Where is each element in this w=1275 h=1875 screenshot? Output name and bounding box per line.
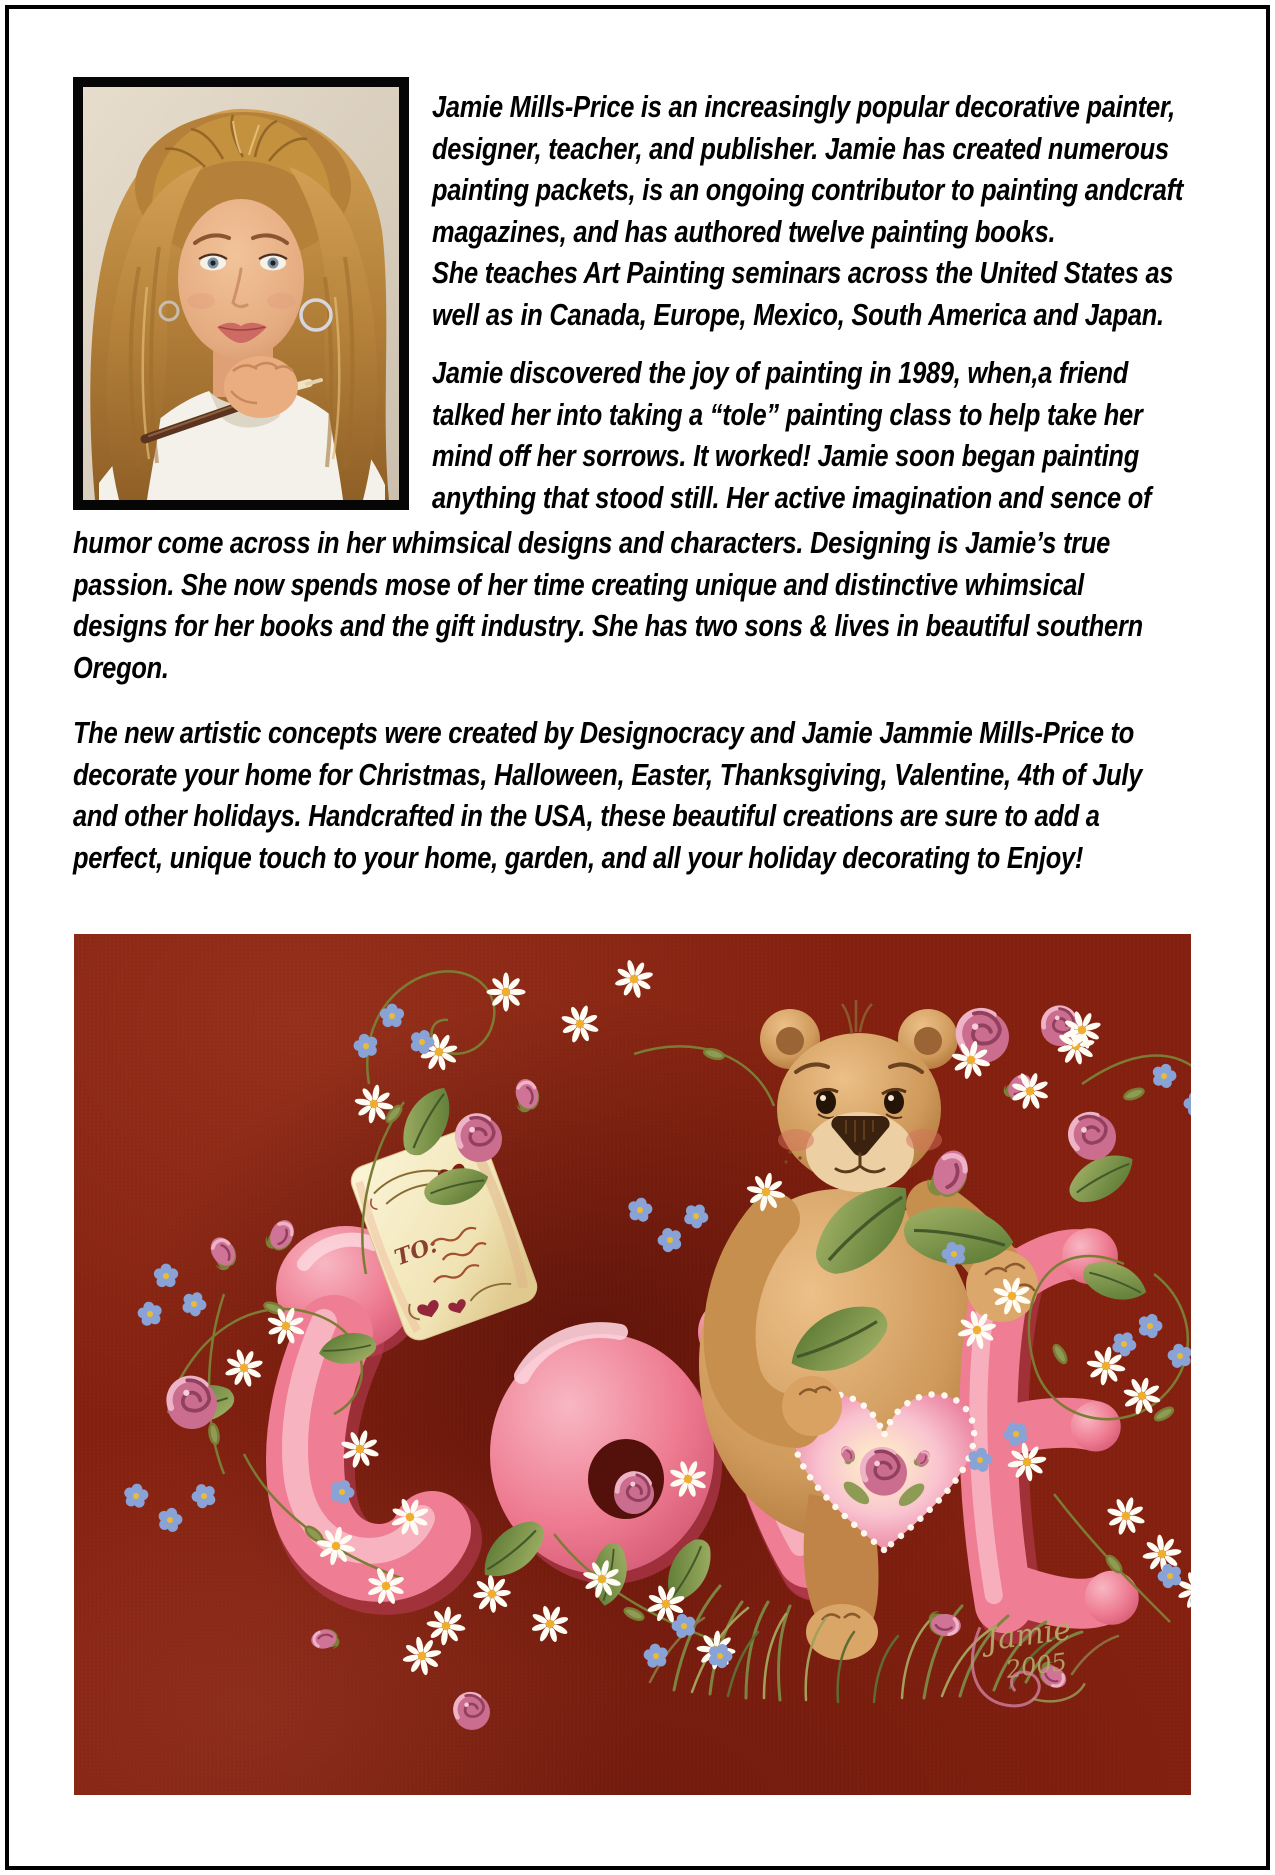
signature-year: 2005	[1004, 1647, 1069, 1684]
bio-line: talked her into taking a “tole” painting class to help take her	[432, 396, 1143, 432]
bio-line: and other holidays. Handcrafted in the USA, these beautiful creations are sure to add a	[73, 798, 1100, 833]
bio-line: perfect, unique touch to your home, garden, and all your holiday decorating to Enjoy!	[73, 839, 1084, 875]
bio-paragraph-2-full-width	[73, 522, 1143, 688]
bio-line: Jamie Mills-Price is an increasingly popular decorative painter,	[432, 89, 1175, 124]
bio-paragraph-1	[432, 86, 1183, 335]
bio-line: painting packets, is an ongoing contributor to painting andcraft	[432, 172, 1184, 207]
portrait-illustration	[83, 87, 399, 500]
bio-line: The new artistic concepts were created by Designocracy and Jamie Jammie Mills-Price to	[73, 715, 1135, 750]
bio-line: designs for her books and the gift industry. She has two sons & lives in beautiful southern	[73, 608, 1143, 643]
bio-line: She teaches Art Painting seminars across the United States as	[432, 255, 1174, 290]
bio-line: anything that stood still. Her active imagination and sence of	[432, 479, 1152, 515]
bio-paragraph-2-beside-photo	[432, 352, 1151, 518]
bio-line: passion. She now spends mose of her time creating unique and distinctive whimsical	[73, 566, 1084, 602]
love-painting	[74, 934, 1191, 1795]
bio-line: Jamie discovered the joy of painting in 1989, when,a friend	[432, 355, 1129, 390]
bio-line: mind off her sorrows. It worked! Jamie soon began painting	[432, 438, 1140, 473]
bio-line: Oregon.	[73, 649, 169, 685]
bio-line: magazines, and has authored twelve painting books.	[432, 213, 1056, 249]
hand-fist	[224, 356, 298, 418]
artist-portrait-photo	[73, 77, 409, 510]
bio-line: humor come across in her whimsical designs and characters. Designing is Jamie’s true	[73, 525, 1111, 560]
bio-line: designer, teacher, and publisher. Jamie has created numerous	[432, 130, 1169, 166]
signature-name: Jamie	[983, 1611, 1074, 1659]
bio-line: decorate your home for Christmas, Halloween, Easter, Thanksgiving, Valentine, 4th of July	[73, 756, 1143, 792]
love-painting-canvas	[74, 934, 1191, 1795]
face	[178, 199, 304, 359]
bio-paragraph-3	[73, 712, 1142, 878]
note-to-label: TO:	[391, 1231, 442, 1272]
bio-line: well as in Canada, Europe, Mexico, South America and Japan.	[432, 296, 1164, 332]
painting-word-label	[0, 0, 1, 1]
